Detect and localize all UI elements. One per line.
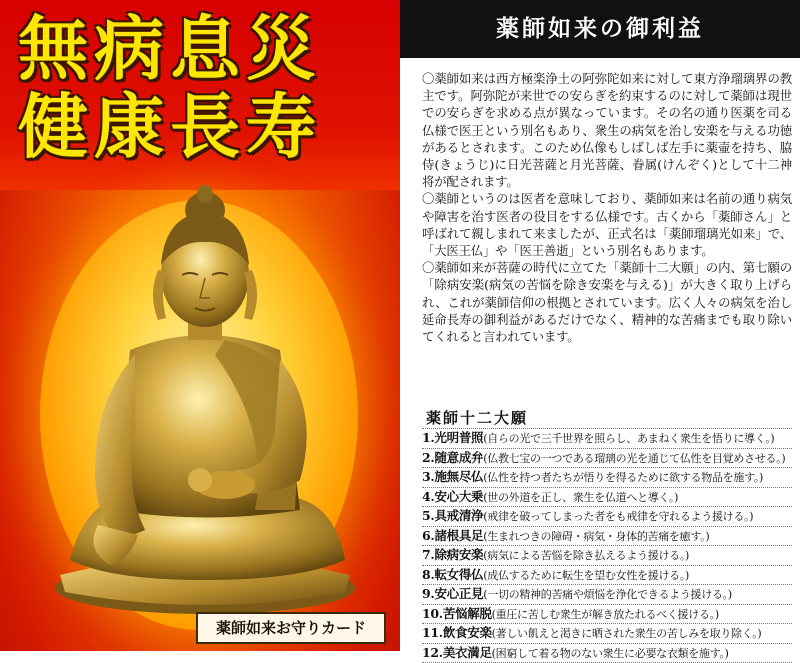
vow-name: 7.除病安楽 [422, 547, 483, 562]
vow-name: 11.飲食安楽 [422, 625, 492, 640]
vow-item [422, 546, 792, 566]
vow-item [422, 585, 792, 605]
vow-description: (病気による苦悩を除き払えるよう援ける。) [483, 549, 689, 562]
vow-name: 1.光明普照 [422, 430, 483, 445]
description-paragraph-1: 〇薬師如来は西方極楽浄土の阿弥陀如来に対して東方浄瑠璃界の教主です。阿弥陀が来世での安らぎを約束するのに対して薬師は現世での安らぎを求める点が異なっています。その名の通り医薬を司る仏様で医王という別名もあり、衆生の病気を治し安楽を与える功徳があるとされます。このため仏像もしばしば左手に薬壷を持ち、脇侍(きょうじ)に日光菩薩と月光菩薩、眷属(けんぞく)として十二神将が配されます。 [422, 70, 792, 190]
vow-name: 5.具戒清浄 [422, 508, 483, 523]
vow-name: 9.安心正見 [422, 586, 483, 601]
vow-description: (一切の精神的苦痛や煩悩を浄化できるよう援ける。) [483, 588, 732, 601]
vow-description: (戒律を破ってしまった者をも戒律を守れるよう援ける。) [483, 510, 753, 523]
vow-item [422, 605, 792, 625]
vow-description: (仏性を持つ者たちが悟りを得るために欲する物品を施す。) [483, 471, 763, 484]
vow-item [422, 507, 792, 527]
back-panel [400, 0, 800, 651]
vow-description: (成仏するために転生を望む女性を援ける。) [483, 569, 689, 582]
vow-item [422, 449, 792, 469]
vow-item [422, 468, 792, 488]
vow-description: (世の外道を正し、衆生を仏道へと導く。) [483, 491, 678, 504]
vows-heading: 薬師十二大願 [426, 407, 528, 428]
vow-item [422, 624, 792, 644]
vow-item [422, 429, 792, 449]
vow-name: 2.随意成弁 [422, 450, 483, 465]
vow-name: 10.苦悩解脱 [422, 606, 492, 621]
benefits-title: 薬師如来の御利益 [400, 0, 800, 58]
slogan-line-1: 無病息災 [18, 10, 388, 88]
vow-name: 6.諸根具足 [422, 528, 483, 543]
vow-name: 8.転女得仏 [422, 567, 483, 582]
vow-description: (著しい飢えと渇きに晒された衆生の苦しみを取り除く。) [492, 627, 762, 640]
vow-name: 3.施無尽仏 [422, 469, 483, 484]
description-paragraph-2: 〇薬師というのは医者を意味しており、薬師如来は名前の通り病気や障害を治す医者の役目をする仏様です。古くから「薬師さん」と呼ばれて親しまれて来ましたが、正式名は「薬師瑠璃光如来」で、「大医王仏」や「医王善逝」という別名もあります。 [422, 190, 792, 259]
buddha-statue-image [0, 180, 400, 620]
twelve-vows-list [422, 428, 792, 663]
vow-description: (生まれつきの障碍・病気・身体的苦痛を癒す。) [483, 530, 709, 543]
vow-name: 4.安心大乗 [422, 489, 483, 504]
vow-item [422, 488, 792, 508]
slogan-line-2: 健康長寿 [18, 88, 388, 166]
vow-description: (自らの光で三千世界を照らし、あまねく衆生を悟りに導く。) [483, 432, 774, 445]
vow-item [422, 644, 792, 663]
vow-item [422, 566, 792, 586]
vow-name: 12.美衣満足 [422, 645, 492, 660]
vow-description: (仏教七宝の一つである瑠璃の光を通じて仏性を目覚めさせる。) [483, 452, 785, 465]
vow-item [422, 527, 792, 547]
card-caption: 薬師如来お守りカード [196, 612, 386, 644]
description-block [422, 70, 792, 345]
vow-description: (困窮して着る物のない衆生に必要な衣類を施す。) [492, 647, 729, 660]
front-panel [0, 0, 400, 651]
vow-description: (重圧に苦しむ衆生が解き放たれるべく援ける。) [492, 608, 719, 621]
description-paragraph-3: 〇薬師如来が菩薩の時代に立てた「薬師十二大願」の内、第七願の「除病安楽(病気の苦悩を除き安楽を与える)」が大きく取り上げられ、これが薬師信仰の根拠とされています。広く人々の病気を治し延命長寿の御利益があるだけでなく、精神的な苦痛までも取り除いてくれると言われています。 [422, 259, 792, 345]
